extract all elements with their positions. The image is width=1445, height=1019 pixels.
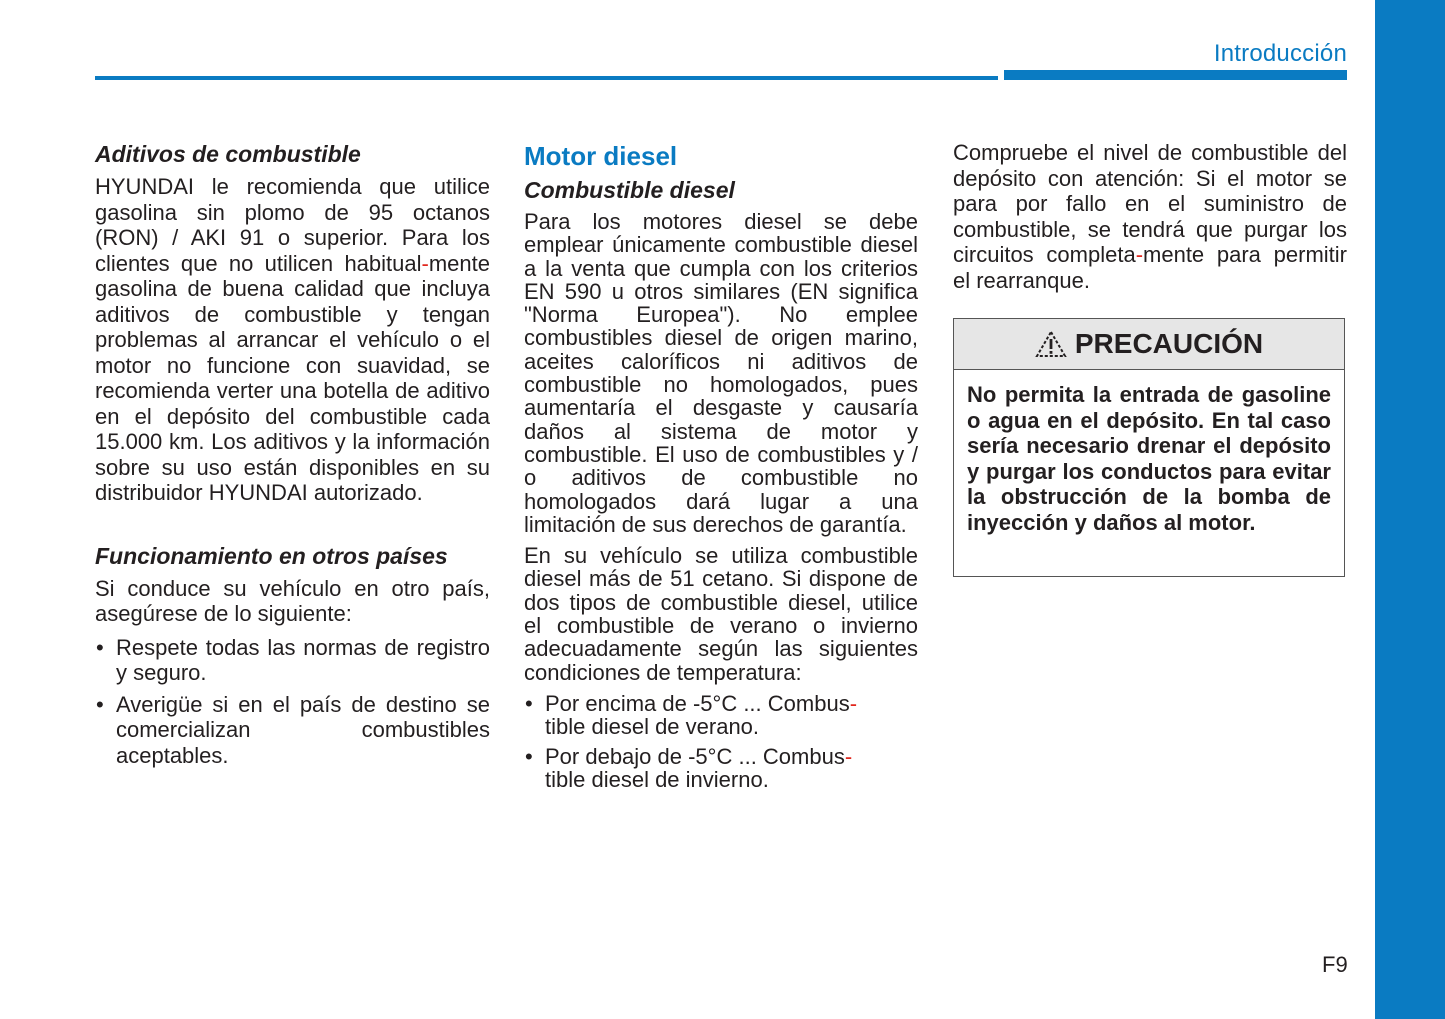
chapter-side-tab — [1375, 0, 1445, 1019]
list-item: • Por debajo de -5°C ... Combus- tible diesel de invierno. — [524, 745, 918, 792]
section-title: Introducción — [1213, 40, 1347, 67]
caution-box — [953, 318, 1345, 577]
list-item: • Por encima de -5°C ... Combus- tible diesel de verano. — [524, 692, 918, 739]
caution-text: No permita la entrada de gasoline o agua en el depósito. En tal caso sería necesario drenar el depósito y purgar los conductos para evitar la obstrucción de la bomba de inyección y daños al motor. — [967, 382, 1331, 535]
list-item: • Respete todas las normas de registro y seguro. — [95, 635, 490, 686]
list-item: • Averigüe si en el país de destino se comercializan combustibles aceptables. — [95, 692, 490, 769]
heading-diesel-engine: Motor diesel — [524, 141, 678, 171]
heading-fuel-additives: Aditivos de combustible — [95, 141, 361, 167]
header-rule — [95, 76, 998, 80]
page-number: F9 — [1322, 952, 1348, 977]
paragraph-fuel-level: Compruebe el nivel de combustible del depósito con atención: Si el motor se para por fallo en el suministro de combustible, se tendrá que purgar los circuitos completa-mente para permitir el rearranque. — [953, 140, 1347, 293]
list-temperature — [524, 692, 918, 791]
column-right — [953, 140, 1347, 301]
list-other-countries — [95, 635, 490, 769]
paragraph-cetane: En su vehículo se utiliza combustible diesel más de 51 cetano. Si dispone de dos tipos de combustible diesel, utilice el combustible de verano o invierno adecuadamente según las siguientes condiciones de temperatura: — [524, 543, 918, 685]
caution-header — [954, 319, 1344, 370]
paragraph-fuel-additives: HYUNDAI le recomienda que utilice gasolina sin plomo de 95 octanos (RON) / AKI 91 o superior. Para los clientes que no utilicen habitual-mente gasolina de buena calidad que incluya aditivos de combustible y tengan problemas al arrancar el vehículo o el motor no funcione con suavidad, se recomienda verter una botella de aditivo en el depósito del combustible cada 15.000 km. Los aditivos y la información sobre su uso están disponibles en su distribuidor HYUNDAI autorizado. — [95, 174, 490, 505]
paragraph-diesel-fuel: Para los motores diesel se debe emplear únicamente combustible diesel a la venta que cumpla con los criterios EN 590 u otros similares (EN significa "Norma Europea"). No emplee combustibles diesel de origen marino, aceites caloríficos ni aditivos de combustible no homologados, pues aumentaría el desgaste y causaría daños al sistema de motor y combustible. El uso de combustibles y / o aditivos de combustible no homologados dará lugar a una limitación de sus derechos de garantía. — [524, 209, 918, 537]
warning-triangle-icon — [1035, 330, 1067, 358]
column-left — [95, 140, 490, 774]
header-rule-accent — [1004, 70, 1347, 80]
column-middle — [524, 140, 918, 797]
heading-other-countries: Funcionamiento en otros países — [95, 542, 448, 569]
paragraph-other-countries: Si conduce su vehículo en otro país, asegúrese de lo siguiente: — [95, 575, 490, 626]
caution-title: PRECAUCIÓN — [1074, 328, 1264, 359]
heading-diesel-fuel: Combustible diesel — [524, 177, 735, 203]
